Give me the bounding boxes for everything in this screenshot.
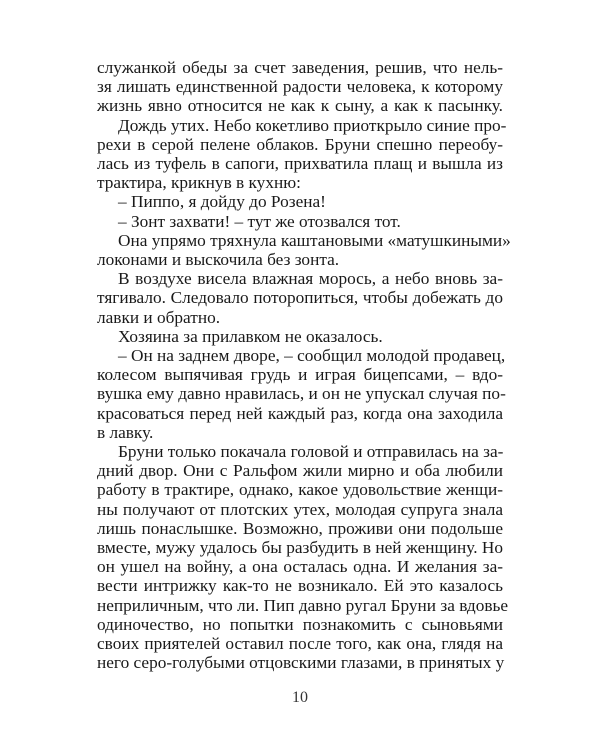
text-line: жизнь явно относится не как к сыну, а как к пасынку. [97,96,503,116]
text-line: он ушел на войну, а она осталась одна. И желания за- [97,557,503,577]
text-line: – Он на заднем дворе, – сообщил молодой продавец, [118,346,506,365]
text-line: лась из туфель в сапоги, прихватила плащ и вышла из [97,154,503,173]
text-line: вместе, мужу удалось бы разбудить в ней женщину. Но [97,538,503,557]
text-line: красоваться перед ней каждый раз, когда она заходила [97,403,503,423]
text-line: лавки и обратно. [97,307,221,327]
text-line: вушка ему давно нравилась, и он не упускал случая по- [97,384,506,404]
text-line: служанкой обеды за счет заведения, решив, что нель- [97,58,503,77]
text-line: неприличным, что ли. Пип давно ругал Бруни за вдовье [97,595,509,615]
text-line: лишь понаслышке. Возможно, проживи они подольше [97,518,503,538]
text-line: дний двор. Они с Ральфом жили мирно и оба любили [97,461,503,481]
text-line: своих приятелей оставил после того, как она, глядя на [97,634,503,653]
text-line: работу в трактире, однако, какое удовольствие женщи- [97,480,503,500]
text-line: одиночество, но попытки познакомить с сыновьями [97,614,503,634]
text-line: него серо-голубыми отцовскими глазами, в принятых у [97,653,505,673]
text-line: локонами и выскочила без зонта. [97,250,340,269]
text-line: В воздухе висела влажная морось, а небо вновь за- [118,269,503,289]
text-line: Бруни только покачала головой и отправилась на за- [118,442,504,461]
text-line: ны получают от плотских утех, молодая супруга знала [97,499,503,519]
text-line: вести интрижку как-то не возникало. Ей это казалось [97,576,503,596]
text-line: – Зонт захвати! – тут же отозвался тот. [118,211,401,231]
text-line: в лавку. [97,422,154,442]
text-line: Она упрямо тряхнула каштановыми «матушкиными» [118,230,511,250]
text-line: колесом выпячивая грудь и играя бицепсами, – вдо- [97,365,503,385]
page-number: 10 [292,689,308,706]
text-line: Хозяина за прилавком не оказалось. [118,326,383,346]
text-line: – Пиппо, я дойду до Розена! [118,192,326,212]
text-line: Дождь утих. Небо кокетливо приоткрыло синие про- [118,115,507,135]
text-line: рехи в серой пелене облаков. Бруни спешно переобу- [97,134,503,154]
text-line: трактира, крикнув в кухню: [97,173,301,193]
text-line: тягивало. Следовало поторопиться, чтобы добежать до [97,288,503,308]
text-line: зя лишать единственной радости человека, к которому [97,77,503,97]
